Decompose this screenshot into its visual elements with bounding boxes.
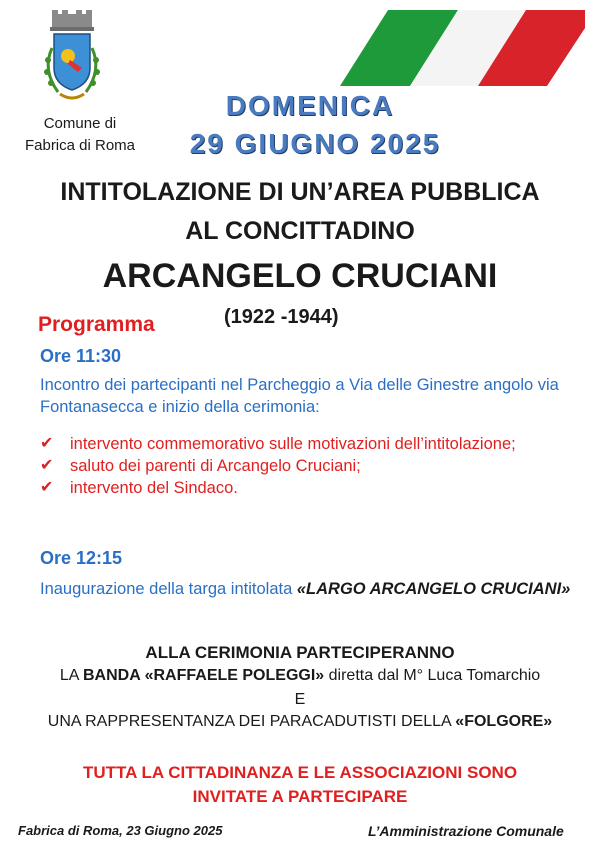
time-1: Ore 11:30 [40, 346, 122, 366]
event-day: DOMENICA [225, 90, 395, 121]
italian-flag-icon [340, 8, 585, 86]
checkmark-icon: ✔ [40, 457, 54, 474]
comune-line1: Comune di [43, 115, 117, 132]
coat-of-arms-icon [38, 8, 106, 112]
program-text-1: Incontro dei partecipanti nel Parcheggio a Via delle Ginestre angolo via Fontanasecca e inizio della cerimonia: [40, 376, 559, 416]
program-item [40, 477, 580, 499]
program-item-text: intervento commemorativo sulle motivazioni dell’intitolazione; [70, 435, 516, 453]
invite-line1: TUTTA LA CITTADINANZA E LE ASSOCIAZIONI SONO [82, 763, 518, 782]
title-line2: AL CONCITTADINO [185, 217, 415, 245]
paratroopers-line [0, 713, 600, 731]
program-items [40, 433, 580, 499]
band-prefix: LA [59, 667, 83, 684]
checkmark-icon: ✔ [40, 435, 54, 452]
paratroopers-name: «FOLGORE» [455, 713, 553, 730]
event-date: 29 GIUGNO 2025 [189, 128, 441, 159]
program-item [40, 455, 580, 477]
time-2: Ore 12:15 [40, 548, 123, 568]
program-text-2-main: Inaugurazione della targa intitolata [40, 580, 297, 598]
band-name: BANDA «RAFFAELE POLEGGI» [82, 667, 325, 684]
title-line1: INTITOLAZIONE DI UN’AREA PUBBLICA [60, 178, 540, 206]
program-heading: Programma [38, 313, 155, 336]
program-text-2 [40, 578, 580, 600]
program-item-text: saluto dei parenti di Arcangelo Cruciani; [70, 457, 361, 475]
footer-place-date: Fabrica di Roma, 23 Giugno 2025 [18, 823, 223, 838]
comune-name [18, 113, 142, 157]
band-suffix: diretta dal M° Luca Tomarchio [324, 667, 541, 684]
invite-line2: INVITATE A PARTECIPARE [192, 787, 408, 806]
footer-signature: L’Amministrazione Comunale [368, 823, 564, 839]
comune-line2: Fabrica di Roma [24, 137, 136, 154]
conjunction: E [294, 691, 306, 708]
checkmark-icon: ✔ [40, 479, 54, 496]
band-line [0, 667, 600, 685]
participants-heading: ALLA CERIMONIA PARTECIPERANNO [145, 643, 455, 662]
honoree-name: ARCANGELO CRUCIANI [102, 257, 498, 295]
honoree-years: (1922 -1944) [224, 306, 339, 328]
paratroopers-prefix: UNA RAPPRESENTANZA DEI PARACADUTISTI DELLA [47, 713, 456, 730]
plaque-name: «LARGO ARCANGELO CRUCIANI» [296, 580, 571, 598]
program-item [40, 433, 580, 455]
program-item-text: intervento del Sindaco. [70, 479, 238, 497]
